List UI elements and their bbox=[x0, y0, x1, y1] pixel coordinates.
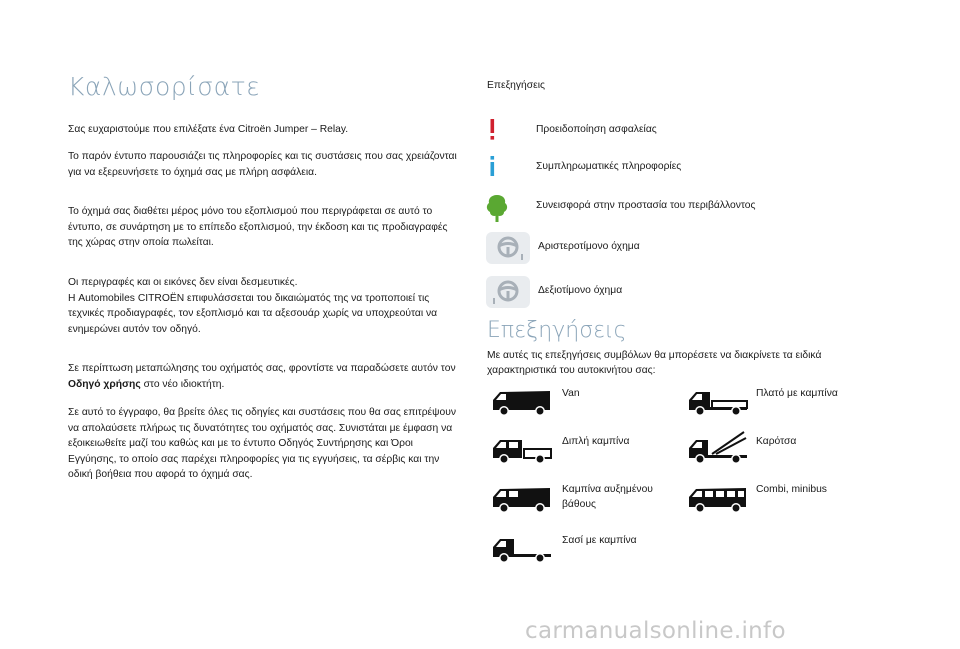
info-icon bbox=[485, 153, 521, 183]
page-title: Καλωσορίσατε bbox=[68, 72, 261, 101]
intro-paragraph-2: Το παρόν έντυπο παρουσιάζει τις πληροφορίες και τις συστάσεις που σας χρειάζονται για να εξερευνήσετε το όχημά σας με πλήρη ασφάλεια. bbox=[68, 151, 457, 178]
explanations-title: Επεξηγήσεις bbox=[487, 318, 627, 343]
intro-paragraph-3: Το όχημά σας διαθέτει μέρος μόνο του εξοπλισμού που περιγράφεται σε αυτό το έντυπο, σε συνάρτηση με το επίπεδο εξοπλισμού, την έκδοση και τις προδιαγραφές της χώρας στην οποία πωλείται. bbox=[68, 206, 448, 248]
warning-exclamation-icon bbox=[485, 116, 521, 146]
legend-item-lhd: Αριστεροτίμονο όχημα bbox=[538, 241, 640, 252]
watermark: carmanualsonline.info bbox=[525, 618, 786, 644]
minibus-icon bbox=[686, 485, 750, 513]
legend-item-environment: Συνεισφορά στην προστασία του περιβάλλοντος bbox=[536, 200, 756, 211]
steering-wheel-left-icon bbox=[486, 232, 530, 264]
resale-text-pre: Σε περίπτωση μεταπώλησης του οχήματός σας, φροντίστε να παραδώσετε αυτόν τον bbox=[68, 363, 456, 374]
resale-text-post: στο νέο ιδιοκτήτη. bbox=[140, 378, 225, 390]
vehicle-label-chassis-cab: Σασί με καμπίνα bbox=[562, 535, 637, 546]
legend-item-warning: Προειδοποίηση ασφαλείας bbox=[536, 124, 657, 135]
double-cab-icon bbox=[490, 436, 554, 464]
rights-line: Η Automobiles CITROËN επιφυλάσσεται του δικαιώματός της να τροποποιεί τις τεχνικές προδιαγραφές, τον εξοπλισμό και τα αξεσουάρ χωρίς να υποχρεούται να ενημερώνει αυτόν τον οδηγό. bbox=[68, 292, 438, 335]
intro-paragraph-6: Σε αυτό το έγγραφο, θα βρείτε όλες τις οδηγίες και συστάσεις που θα σας επιτρέψουν να απολαύσετε πλήρως τις δυνατότητες του οχήματός σας. Συνιστάται με έμφαση να εξοικειωθείτε μαζί του καθώς και με το έντυπο Οδηγός Συντήρησης και Όροι Εγγύησης, το οποίο σας παρέχει πληροφορίες για τις εγγυήσεις, τα σέρβις και την οδική βοήθεια που αφορά το όχημά σας. bbox=[68, 407, 456, 480]
intro-paragraph-1: Σας ευχαριστούμε που επιλέξατε ένα Citroën Jumper – Relay. bbox=[68, 124, 349, 135]
legend-heading: Επεξηγήσεις bbox=[487, 80, 545, 91]
vehicle-label-platform-cab: Πλατό με καμπίνα bbox=[756, 388, 838, 399]
vehicle-label-double-cab: Διπλή καμπίνα bbox=[562, 436, 630, 447]
crew-cab-icon bbox=[490, 485, 554, 513]
chassis-cab-icon bbox=[490, 535, 554, 563]
intro-paragraph-5 bbox=[68, 361, 463, 392]
user-guide-emphasis: Οδηγό χρήσης bbox=[68, 378, 141, 390]
intro-paragraph-4 bbox=[68, 275, 463, 337]
vehicle-label-crew-cab: Καμπίνα αυξημένου βάθους bbox=[562, 484, 653, 510]
tree-icon bbox=[485, 192, 521, 222]
legend-item-info: Συμπληρωματικές πληροφορίες bbox=[536, 161, 682, 172]
vehicle-label-minibus: Combi, minibus bbox=[756, 484, 827, 495]
disclaimer-line: Οι περιγραφές και οι εικόνες δεν είναι δεσμευτικές. bbox=[68, 277, 298, 288]
platform-cab-icon bbox=[686, 388, 750, 416]
vehicle-label-tipper: Καρότσα bbox=[756, 436, 797, 447]
legend-item-rhd: Δεξιοτίμονο όχημα bbox=[538, 285, 623, 296]
steering-wheel-right-icon bbox=[486, 276, 530, 308]
tipper-icon bbox=[686, 430, 750, 464]
explanations-description: Με αυτές τις επεξηγήσεις συμβόλων θα μπορέσετε να διακρίνετε τα ειδικά χαρακτηριστικά του αυτοκινήτου σας: bbox=[487, 350, 822, 376]
vehicle-label-van: Van bbox=[562, 388, 580, 399]
van-icon bbox=[490, 388, 554, 416]
